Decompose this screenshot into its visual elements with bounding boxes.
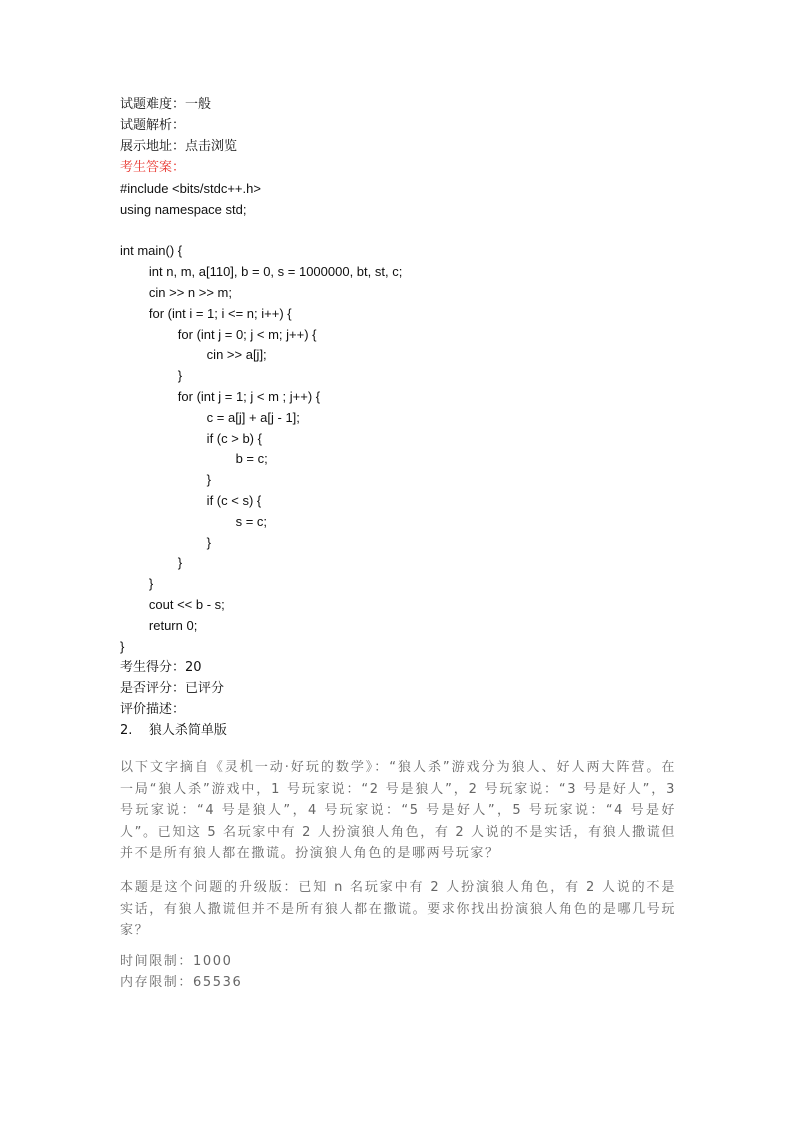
code-line: } <box>120 534 212 550</box>
code-line: int n, m, a[110], b = 0, s = 1000000, bt, st, c; <box>120 264 403 280</box>
code-line: b = c; <box>120 451 268 467</box>
memory-limit: 内存限制：65536 <box>120 975 243 990</box>
score-line: 考生得分：20 <box>120 660 202 675</box>
code-line: s = c; <box>120 513 268 529</box>
difficulty-line: 试题难度：一般 <box>120 97 212 112</box>
code-line: cin >> a[j]; <box>120 347 267 363</box>
code-line: } <box>120 472 212 488</box>
code-line: } <box>120 368 183 384</box>
code-line: cout << b - s; <box>120 597 225 612</box>
comment-line: 评价描述： <box>120 702 186 717</box>
code-line: int main() { <box>120 243 183 259</box>
answer-label: 考生答案： <box>120 160 186 175</box>
code-line: } <box>120 638 125 654</box>
problem-title: 2. 狼人杀简单版 <box>120 723 227 738</box>
analysis-line: 试题解析： <box>120 118 186 133</box>
code-line: } <box>120 576 154 592</box>
code-line: #include <bits/stdc++.h> <box>120 181 261 196</box>
problem-paragraph-2: 本题是这个问题的升级版：已知 n 名玩家中有 2 人扮演狼人角色，有 2 人说的不是实话，有狼人撒谎但并不是所有狼人都在撒谎。要求你找出扮演狼人角色的是哪几号玩家？ <box>120 880 676 938</box>
display-url-line: 展示地址：点击浏览 <box>120 139 238 154</box>
code-line: } <box>120 555 183 571</box>
code-line: cin >> n >> m; <box>120 285 232 300</box>
code-line: for (int j = 1; j < m ; j++) { <box>120 389 321 404</box>
code-line: using namespace std; <box>120 201 247 217</box>
code-line: return 0; <box>120 617 198 633</box>
code-line: if (c < s) { <box>120 493 262 508</box>
problem-paragraph-1: 以下文字摘自《灵机一动·好玩的数学》：“狼人杀”游戏分为狼人、好人两大阵营。在一局“狼人杀”游戏中，1 号玩家说：“2 号是狼人”，2 号玩家说：“3 号是好人”，3 号玩家说：“4 号是狼人”，4 号玩家说：“5 号是好人”，5 号玩家说：“4 号是好人”。已知这 5 名玩家中有 2 人扮演狼人角色，有 2 人说的不是实话，有狼人撒谎但并不是所有狼人都在撒谎。扮演狼人角色的是哪两号玩家？ <box>120 760 676 861</box>
code-line: if (c > b) { <box>120 430 262 446</box>
code-line: for (int j = 0; j < m; j++) { <box>120 326 317 342</box>
code-line: c = a[j] + a[j - 1]; <box>120 409 300 425</box>
code-line: for (int i = 1; i <= n; i++) { <box>120 305 292 321</box>
time-limit: 时间限制：1000 <box>120 954 233 969</box>
graded-line: 是否评分：已评分 <box>120 681 225 696</box>
